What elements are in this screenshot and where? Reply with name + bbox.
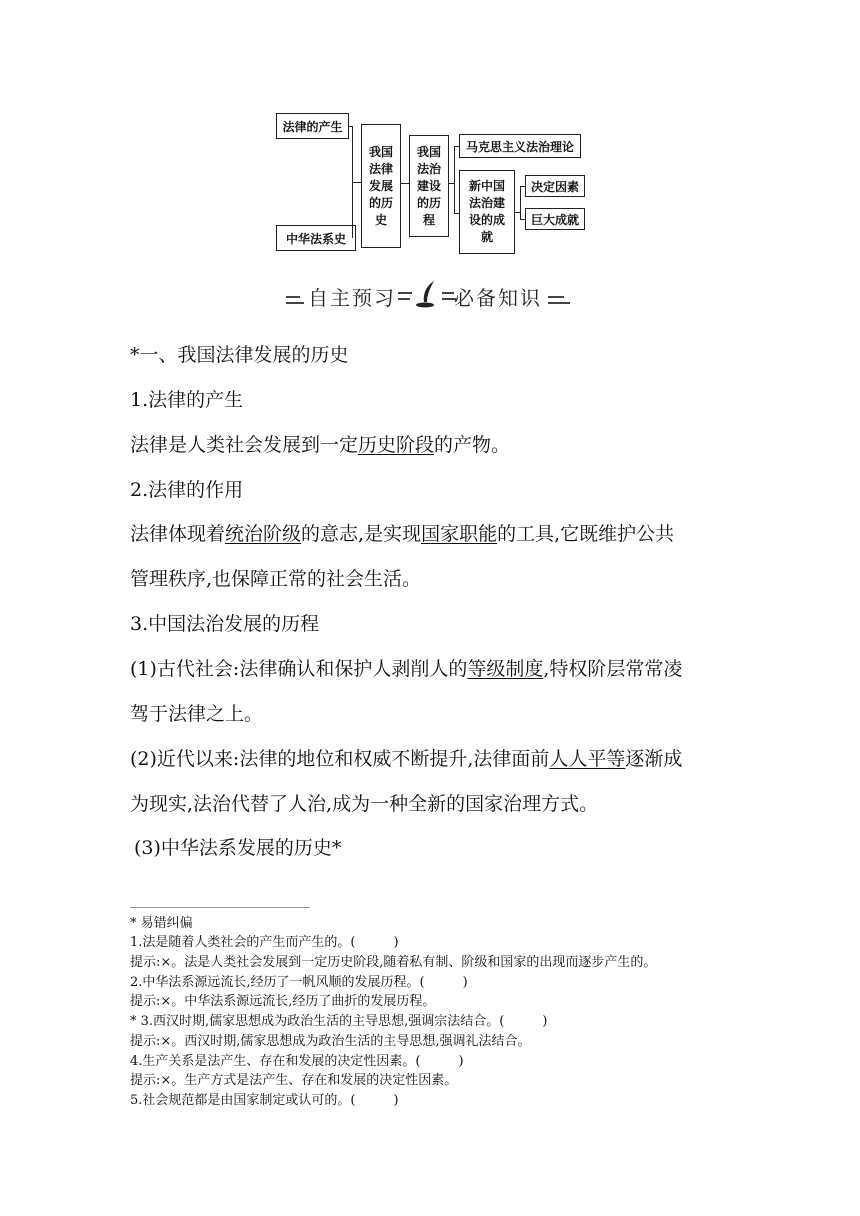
banner-left-text: 自主预习 [308, 286, 396, 310]
section-heading: *一、我国法律发展的历史 [130, 344, 349, 366]
subsection-title: 3.中国法治发展的历程 [130, 613, 320, 635]
banner-rule [398, 298, 410, 300]
text: ,特权阶层常常凌 [543, 658, 683, 680]
footnote-answer: 提示:×。西汉时期,儒家思想成为政治生活的主导思想,强调礼法结合。 [130, 1034, 531, 1049]
text: 的意志,是实现 [301, 523, 422, 545]
paragraph: (3)中华法系发展的历史* [134, 837, 342, 859]
banner-rule [286, 302, 304, 304]
banner-rule [442, 292, 454, 294]
key-term: 统治阶级 [225, 523, 302, 545]
paren: ) [393, 1093, 399, 1108]
question-text: 5.社会规范都是由国家制定或认可的。( [130, 1093, 356, 1108]
box-great-achievements: 巨大成就 [525, 208, 585, 230]
text: 的工具,它既维护公共 [497, 523, 675, 545]
footnote-question [130, 1054, 464, 1070]
banner-rule [286, 296, 300, 298]
banner-right-text: 必备知识 [454, 286, 542, 310]
question-text: * 3.西汉时期,儒家思想成为政治生活的主导思想,强调宗法结合。( [130, 1014, 505, 1029]
footnote-answer: 提示:×。中华法系源远流长,经历了曲折的发展历程。 [130, 994, 436, 1009]
box-new-china-achievements: 新中国法治建设的成就 [459, 170, 515, 254]
box-decisive-factors: 决定因素 [525, 175, 585, 197]
paren: ) [393, 935, 399, 950]
subsection-title: 2.法律的作用 [130, 479, 244, 501]
connector-line [520, 186, 521, 220]
question-text: 1.法是随着人类社会的产生而产生的。( [130, 935, 356, 950]
paren: ) [542, 1014, 548, 1029]
connector-line [454, 146, 455, 214]
text: (2)近代以来:法律的地位和权威不断提升,法律面前 [130, 748, 550, 770]
box-rule-of-law-course: 我国法治建设的历程 [409, 135, 449, 237]
paren: ) [458, 1054, 464, 1069]
paren: ) [462, 975, 468, 990]
box-law-origin: 法律的产生 [276, 113, 349, 139]
footnote-question [130, 975, 468, 991]
key-term: 国家职能 [421, 523, 498, 545]
subsection-title: 1.法律的产生 [130, 389, 244, 411]
paragraph [130, 657, 682, 681]
paragraph [130, 522, 674, 546]
footnote-answer: 提示:×。法是人类社会发展到一定历史阶段,随着私有制、阶级和国家的出现而逐步产生的。 [130, 955, 657, 970]
footnote-question [130, 1014, 547, 1030]
question-text: 4.生产关系是法产生、存在和发展的决定性因素。( [130, 1054, 421, 1069]
box-chinese-legal-system: 中华法系史 [276, 225, 356, 251]
banner-rule [548, 302, 570, 304]
text: 法律是人类社会发展到一定 [130, 434, 359, 456]
footnote-question [130, 935, 399, 951]
key-term: 等级制度 [467, 658, 544, 680]
text: 的产物。 [434, 434, 511, 456]
footnote-separator [130, 907, 310, 908]
paragraph: 为现实,法治代替了人治,成为一种全新的国家治理方式。 [130, 793, 599, 815]
banner-rule [398, 292, 412, 294]
footnote-answer: 提示:×。生产方式是法产生、存在和发展的决定性因素。 [130, 1073, 458, 1088]
footnote-question [130, 1093, 399, 1109]
connector-line [352, 182, 361, 183]
key-term: 历史阶段 [358, 434, 435, 456]
section-banner [286, 280, 572, 310]
key-term: 人人平等 [549, 748, 626, 770]
box-marxist-theory: 马克思主义法治理论 [459, 134, 581, 158]
text: 法律体现着 [130, 523, 226, 545]
box-legal-history: 我国法律发展的历史 [361, 124, 401, 248]
paragraph [130, 747, 682, 771]
text: (1)古代社会:法律确认和保护人剥削人的 [130, 658, 468, 680]
paragraph: 驾于法律之上。 [130, 703, 264, 725]
text: 逐渐成 [625, 748, 683, 770]
question-text: 2.中华法系源远流长,经历了一帆风顺的发展历程。( [130, 975, 425, 990]
paragraph: 管理秩序,也保障正常的社会生活。 [130, 568, 422, 590]
connector-line [401, 183, 409, 184]
banner-rule [548, 296, 564, 298]
paragraph [130, 433, 510, 457]
footnote-title: * 易错纠偏 [130, 916, 193, 931]
quill-pen-icon [414, 280, 440, 308]
